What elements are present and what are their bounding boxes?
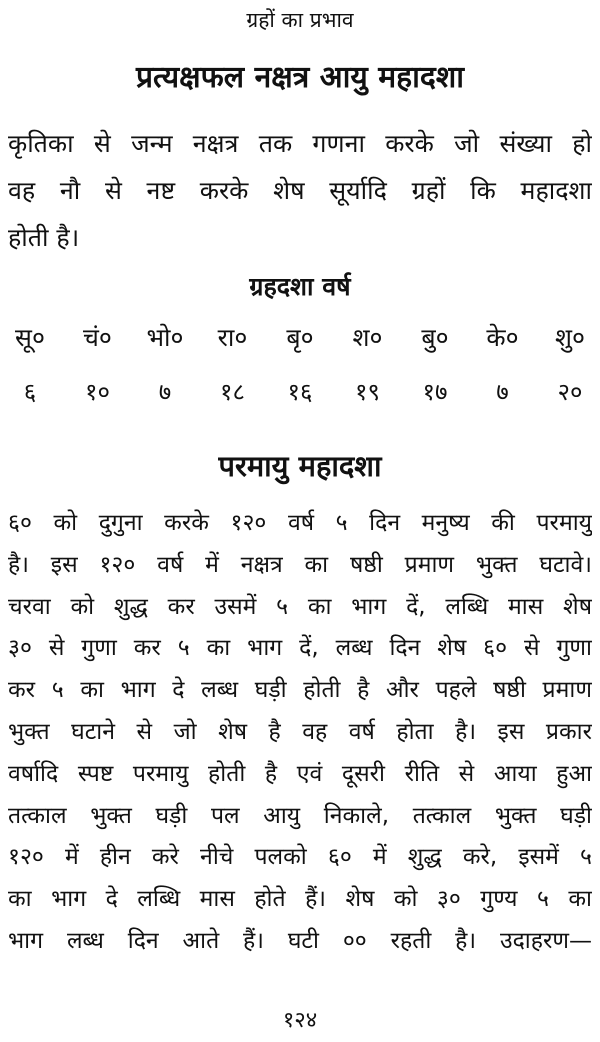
text-line: का भाग दे लब्धि मास होते हैं। शेष को ३० गुण्य ५ का — [8, 886, 592, 913]
paragraph-paramayu — [8, 503, 592, 963]
planet-mercury: बु० — [421, 323, 449, 352]
text-line: भुक्त घटाने से जो शेष है वह वर्ष होता है। इस प्रकार — [8, 718, 592, 745]
years-mercury: १७ — [422, 378, 448, 406]
planet-rahu: रा० — [217, 323, 248, 352]
years-rahu: १८ — [220, 378, 245, 406]
running-head: ग्रहों का प्रभाव — [246, 8, 354, 32]
text-line: ६० को दुगुना करके १२० वर्ष ५ दिन मनुष्य की परमायु — [8, 510, 592, 536]
planet-ketu: के० — [486, 323, 519, 352]
paragraph-nakshatra-ayu — [8, 120, 592, 261]
text-line: वर्षादि स्पष्ट परमायु होती है एवं दूसरी रीति से आया हुआ — [8, 760, 592, 787]
years-saturn: १९ — [355, 378, 380, 406]
planet-moon: चं० — [83, 323, 112, 352]
years-venus: २० — [557, 378, 583, 406]
years-ketu: ७ — [496, 378, 509, 406]
planet-venus: शु० — [554, 323, 585, 352]
planet-sun: सू० — [15, 323, 45, 352]
section-heading-pratyakshaphal: प्रत्यक्षफल नक्षत्र आयु महादशा — [135, 60, 464, 95]
text-line: भाग लब्ध दिन आते हैं। घटी ०० रहती है। उदाहरण— — [8, 927, 592, 954]
planet-saturn: श० — [352, 323, 383, 352]
text-line: चरवा को शुद्ध कर उसमें ५ का भाग दें, लब्धि मास शेष — [8, 593, 592, 620]
text-line: है। इस १२० वर्ष में नक्षत्र का षष्ठी प्रमाण भुक्त घटावे। — [8, 551, 592, 578]
section-heading-paramayu: परमायु महादशा — [218, 449, 382, 483]
section-heading-grahadasha: ग्रहदशा वर्ष — [249, 272, 351, 301]
planet-jupiter: बृ० — [286, 323, 314, 352]
dasha-years-row — [8, 374, 592, 410]
text-line: कर ५ का भाग दे लब्ध घड़ी होती है और पहले षष्ठी प्रमाण — [8, 677, 592, 704]
years-sun: ६ — [23, 378, 37, 406]
text-line: ३० से गुणा कर ५ का भाग दें, लब्ध दिन शेष ६० से गुणा — [8, 635, 592, 662]
years-moon: १० — [85, 378, 110, 406]
text-line: वह नौ से नष्ट करके शेष सूर्यादि ग्रहों कि महादशा — [8, 176, 592, 205]
years-mars: ७ — [158, 378, 172, 406]
text-line: होती है। — [8, 223, 80, 252]
text-line: १२० में हीन करे नीचे पलको ६० में शुद्ध करे, इसमें ५ — [8, 844, 592, 871]
text-line: कृतिका से जन्म नक्षत्र तक गणना करके जो संख्या हो — [8, 129, 592, 158]
years-jupiter: १६ — [287, 378, 313, 406]
text-line: तत्काल भुक्त घड़ी पल आयु निकाले, तत्काल भुक्त घड़ी — [8, 802, 592, 829]
planet-mars: भो० — [146, 323, 184, 352]
planet-abbreviation-row — [8, 320, 592, 356]
page-number: १२४ — [282, 1008, 318, 1033]
